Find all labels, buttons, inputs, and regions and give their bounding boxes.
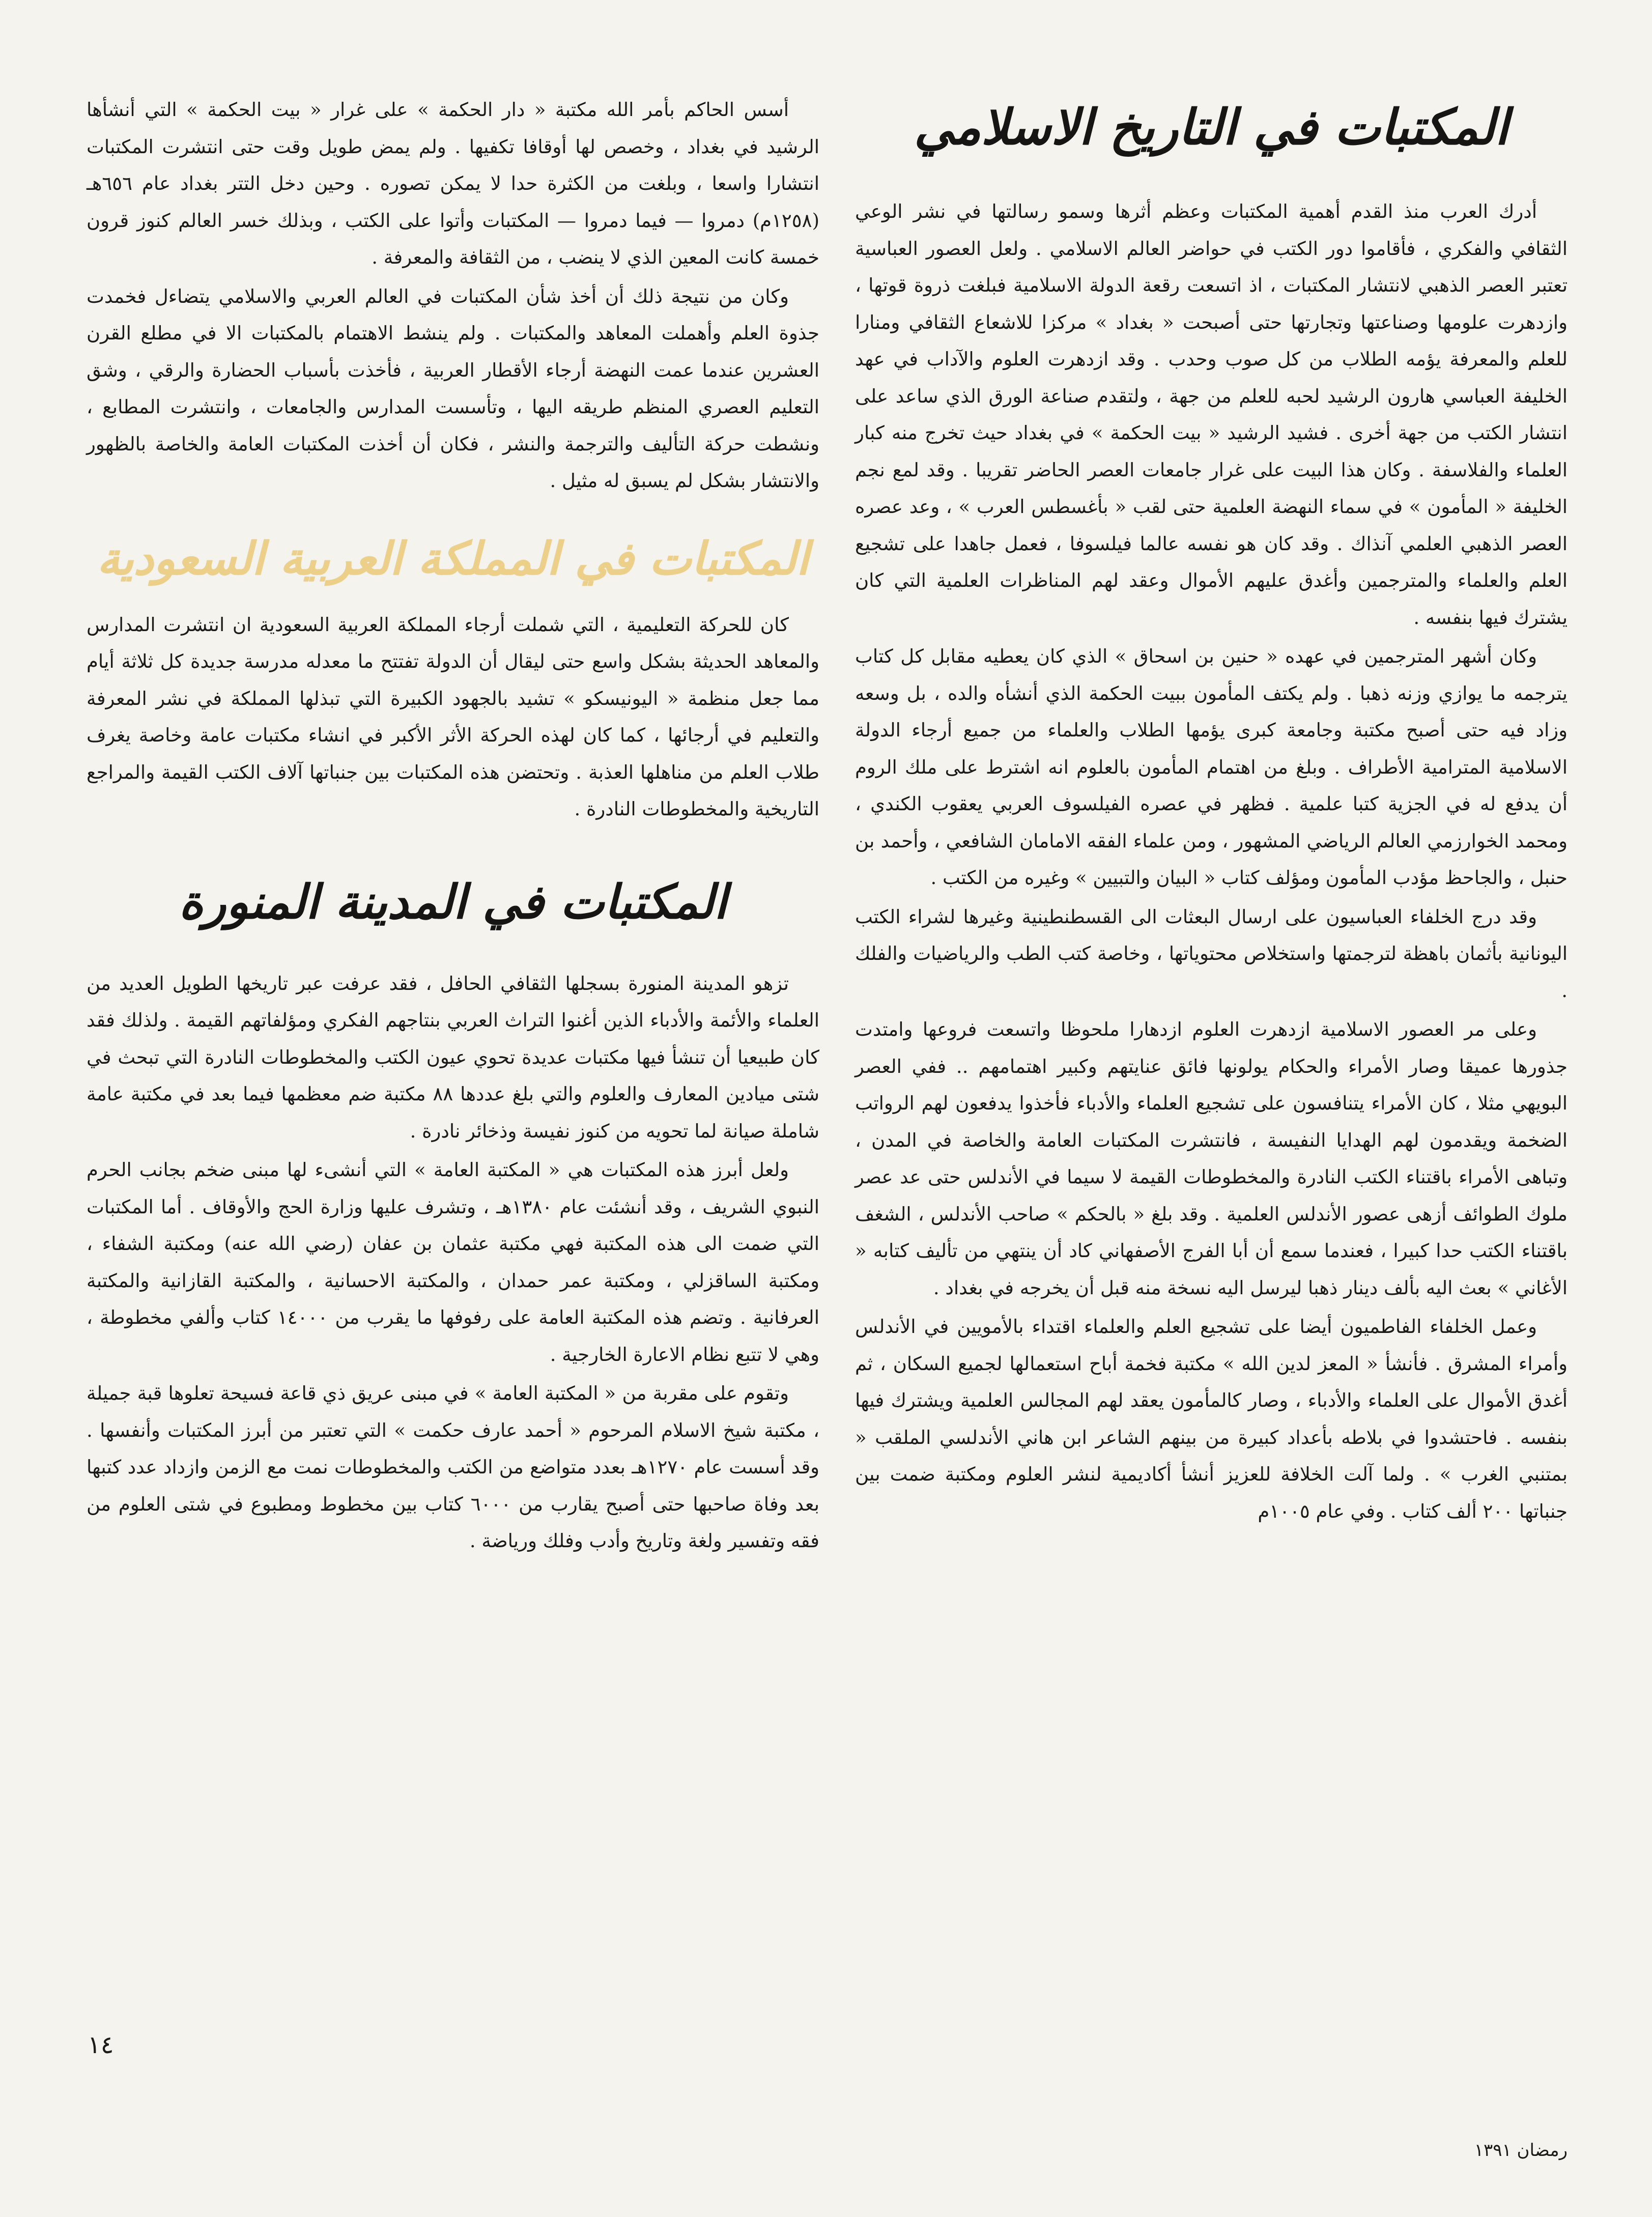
page-number: ١٤	[88, 2031, 114, 2059]
paragraph: وقد درج الخلفاء العباسيون على ارسال البعثات الى القسطنطينية وغيرها لشراء الكتب اليونانية بأثمان باهظة لترجمتها واستخلاص محتوياتها ، وخاصة كتب الطب والرياضيات والفلك .	[855, 905, 1568, 1002]
saudi-section-heading: المكتبات في المملكة العربية السعودية	[97, 531, 809, 585]
right-column	[855, 92, 1568, 1530]
paragraph: وكان من نتيجة ذلك أن أخذ شأن المكتبات في العالم العربي والاسلامي يتضاءل فخمدت جذوة العلم وأهملت المعاهد والمكتبات . ولم ينشط الاهتمام بالمكتبات الا في مطلع القرن العشرين عندما عمت النهضة أرجاء الأقطار العربية ، فأخذت بأسباب الحضارة والرقي ، وشق التعليم العصري المنظم طريقه اليها ، وتأسست المدارس والجامعات ، وانتشرت المطابع ، ونشطت حركة التأليف والترجمة والنشر ، فكان أن أخذت المكتبات العامة والخاصة بالظهور والانتشار بشكل لم يسبق له مثيل .	[87, 285, 819, 492]
paragraph: وكان أشهر المترجمين في عهده « حنين بن اسحاق » الذي كان يعطيه مقابل كل كتاب يترجمه ما يوازي وزنه ذهبا . ولم يكتف المأمون ببيت الحكمة الذي أنشأه والده ، بل وسعه وزاد فيه حتى أصبح مكتبة وجامعة كبرى يؤمها الطلاب والعلماء من جميع أرجاء الدولة الاسلامية المترامية الأطراف . وبلغ من اهتمام المأمون بالعلوم انه اشترط على ملك الروم أن يدفع له في الجزية كتبا علمية . فظهر في عصره الفيلسوف العربي يعقوب الكندي ، ومحمد الخوارزمي العالم الرياضي المشهور ، ومن علماء الفقه الامامان الشافعي ، وأحمد بن حنبل ، والجاحظ مؤدب المأمون ومؤلف كتاب « البيان والتبيين » وغيره من الكتب .	[855, 645, 1568, 889]
paragraph: وتقوم على مقربة من « المكتبة العامة » في مبنى عريق ذي قاعة فسيحة تعلوها قبة جميلة ، مكتبة شيخ الاسلام المرحوم « أحمد عارف حكمت » التي تعتبر من أبرز المكتبات وأنفسها . وقد أسست عام ١٢٧٠هـ بعدد متواضع من الكتب والمخطوطات نمت مع الزمن وازداد عدد كتبها بعد وفاة صاحبها حتى أصبح يقارب من ٦٠٠٠ كتاب بين مخطوط ومطبوع في شتى العلوم من فقه وتفسير ولغة وتاريخ وأدب وفلك ورياضة .	[87, 1382, 820, 1552]
paragraph: كان للحركة التعليمية ، التي شملت أرجاء المملكة العربية السعودية ان انتشرت المدارس والمعاهد الحديثة بشكل واسع حتى ليقال أن الدولة تفتتح ما معدله مدرسة جديدة كل ثلاثة أيام مما جعل منظمة « اليونيسكو » تشيد بالجهود الكبيرة التي تبذلها المملكة في نشر المعرفة والتعليم في أرجائها ، كما كان لهذه الحركة الأثر الأكبر في انشاء مكتبات عامة وخاصة يغرف طلاب العلم من مناهلها العذبة . وتحتضن هذه المكتبات بين جنباتها آلاف الكتب القيمة والمراجع التاريخية والمخطوطات النادرة .	[87, 613, 819, 820]
madina-section-heading: المكتبات في المدينة المنورة	[179, 874, 727, 929]
paragraph: وعمل الخلفاء الفاطميون أيضا على تشجيع العلم والعلماء اقتداء بالأمويين في الأندلس وأمراء المشرق . فأنشأ « المعز لدين الله » مكتبة فخمة أباح استعمالها لجميع السكان ، ثم أغدق الأموال على العلماء والأدباء ، وصار كالمأمون يعقد لهم المجالس العلمية ويشترك فيها بنفسه . فاحتشدوا في بلاطه بأعداد كبيرة من بينهم الشاعر ابن هاني الأندلسي الملقب « بمتنبي الغرب » . ولما آلت الخلافة للعزيز أنشأ أكاديمية لنشر العلوم ومكتبة ضمت بين جنباتها ٢٠٠ ألف كتاب . وفي عام ١٠٠٥م	[855, 1316, 1568, 1522]
paragraph: أسس الحاكم بأمر الله مكتبة « دار الحكمة » على غرار « بيت الحكمة » التي أنشأها الرشيد في بغداد ، وخصص لها أوقافا تكفيها . ولم يمض طويل وقت حتى انتشرت المكتبات انتشارا واسعا ، وبلغت من الكثرة حدا لا يمكن تصوره . وحين دخل التتر بغداد عام ٦٥٦هـ (١٢٥٨م) دمروا — فيما دمروا — المكتبات وأتوا على الكتب ، وبذلك خسر العالم كنوز قرون خمسة كانت المعين الذي لا ينضب ، من الثقافة والمعرفة .	[87, 99, 820, 268]
paragraph: ولعل أبرز هذه المكتبات هي « المكتبة العامة » التي أنشىء لها مبنى ضخم بجانب الحرم النبوي الشريف ، وقد أنشئت عام ١٣٨٠هـ ، وتشرف عليها وزارة الحج والأوقاف . أما المكتبات التي ضمت الى هذه المكتبة فهي مكتبة عثمان بن عفان (رضي الله عنه) ومكتبة الشفاء ، ومكتبة الساقزلي ، ومكتبة عمر حمدان ، والمكتبة الاحسانية ، والمكتبة القازانية والمكتبة العرفانية . وتضم هذه المكتبة العامة على رفوفها ما يقرب من ١٤٠٠٠ كتاب وألفي مخطوطة ، وهي لا تتبع نظام الاعارة الخارجية .	[87, 1159, 820, 1366]
paragraph: أدرك العرب منذ القدم أهمية المكتبات وعظم أثرها وسمو رسالتها في نشر الوعي الثقافي والفكري ، فأقاموا دور الكتب في حواضر العالم الاسلامي . ولعل العصور العباسية تعتبر العصر الذهبي لانتشار المكتبات ، اذ اتسعت رقعة الدولة الاسلامية فبلغت ذروة قوتها ، وازدهرت علومها وصناعتها وتجارتها حتى أصبحت « بغداد » مركزا للاشعاع الثقافي ومنارا للعلم والمعرفة يؤمه الطلاب من كل صوب وحدب . وقد ازدهرت العلوم والآداب في عهد الخليفة العباسي هارون الرشيد لحبه للعلم من جهة ، ولتقدم صناعة الورق الذي ساعد على انتشار الكتب من جهة أخرى . فشيد الرشيد « بيت الحكمة » في بغداد حيث تخرج منه كبار العلماء والفلاسفة . وكان هذا البيت على غرار جامعات العصر الحاضر تقريبا . وقد لمع نجم الخليفة « المأمون » في سماء النهضة العلمية حتى لقب « بأغسطس العرب » ، وعد عصره العصر الذهبي العلمي آنذاك . وقد كان هو نفسه عالما فيلسوفا ، فعمل جاهدا على تشجيع العلم والعلماء والمترجمين وأغدق عليهم الأموال وعقد لهم المناظرات العلمية التي كان يشترك فيها بنفسه .	[855, 201, 1568, 629]
main-heading: المكتبات في التاريخ الاسلامي	[914, 98, 1508, 156]
paragraph: وعلى مر العصور الاسلامية ازدهرت العلوم ازدهارا ملحوظا واتسعت فروعها وامتدت جذورها عميقا وصار الأمراء والحكام يولونها فائق عنايتهم وكبير اهتمامهم .. ففي العصر البويهي مثلا ، كان الأمراء يتنافسون على تشجيع العلماء والأدباء فأخذوا يدفعون لهم الرواتب الضخمة ويقدمون لهم الهدايا النفيسة ، فانتشرت المكتبات العامة والخاصة في المدن ، وتباهى الأمراء باقتناء الكتب النادرة والمخطوطات القيمة لا سيما في الأندلس حتى عد عصر ملوك الطوائف أزهى عصور الأندلس العلمية . وقد بلغ « بالحكم » صاحب الأندلس ، الشغف باقتناء الكتب حدا كبيرا ، فعندما سمع أن أبا الفرج الأصفهاني كاد أن ينتهي من تأليف كتابه « الأغاني » بعث اليه بألف دينار ذهبا ليرسل اليه نسخة منه قبل أن يخرجه في بغداد .	[855, 1018, 1568, 1299]
left-column	[87, 92, 819, 1560]
paragraph: تزهو المدينة المنورة بسجلها الثقافي الحافل ، فقد عرفت عبر تاريخها الطويل العديد من العلماء والأئمة والأدباء الذين أغنوا التراث العربي بنتاجهم الفكري ومؤلفاتهم القيمة . ولذلك فقد كان طبيعيا أن تنشأ فيها مكتبات عديدة تحوي عيون الكتب والمخطوطات النادرة التي تبحث في شتى ميادين المعارف والعلوم والتي بلغ عددها ٨٨ مكتبة ضم معظمها فيما بعد في مكتبة عامة شاملة صيانة لما تحويه من كنوز نفيسة وذخائر نادرة .	[87, 972, 819, 1142]
issue-date: رمضان ١٣٩١	[1474, 2140, 1568, 2161]
